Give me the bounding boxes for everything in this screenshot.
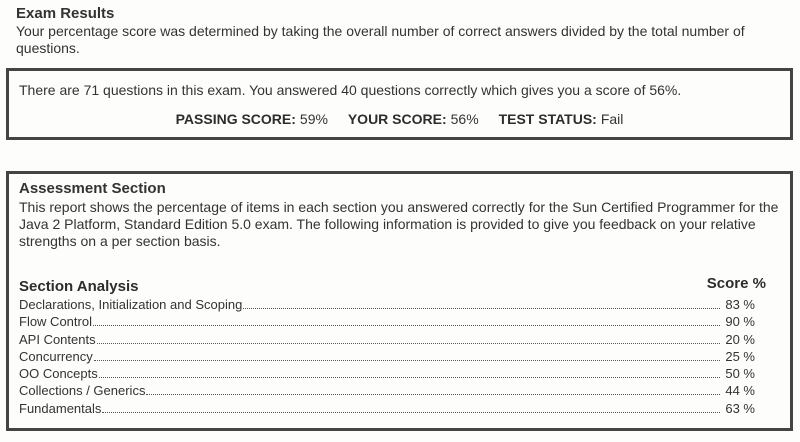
test-status-value: Fail (600, 111, 624, 127)
section-name: Declarations, Initialization and Scoping (19, 297, 243, 312)
section-row (19, 366, 755, 383)
section-row (19, 297, 755, 314)
section-name: Concurrency (19, 348, 93, 364)
dot-leader (94, 351, 720, 361)
score-column-header: Score % (706, 275, 766, 292)
section-name: Collections / Generics (19, 383, 146, 399)
exam-results-header (16, 4, 786, 57)
section-name: Flow Control (19, 314, 92, 330)
your-score-label: YOUR SCORE: (347, 111, 447, 127)
assessment-section-box (6, 171, 793, 431)
section-row (19, 314, 755, 331)
your-score-value: 56% (450, 111, 479, 127)
section-analysis-header (19, 275, 774, 295)
dot-leader (93, 316, 720, 326)
dot-leader (99, 368, 720, 378)
assessment-description: This report shows the percentage of items in each section you answered correctly for the Sun Certified Programmer for the Java 2 Platform, Standard Edition 5.0 exam. The following information is provided to give you feedback on your relative strengths on a per section basis. (19, 199, 779, 249)
section-score: 83 % (725, 297, 755, 312)
section-score: 44 % (725, 383, 755, 399)
dot-leader (97, 334, 720, 344)
dot-leader (243, 299, 720, 309)
section-score: 20 % (725, 331, 755, 347)
section-row (19, 383, 755, 400)
section-row (19, 332, 755, 349)
dot-leader (102, 403, 720, 413)
section-name: OO Concepts (19, 366, 98, 382)
section-row (19, 401, 755, 418)
section-score: 63 % (725, 400, 755, 416)
score-summary-box (6, 68, 793, 140)
section-score: 25 % (725, 348, 755, 364)
section-score: 50 % (725, 366, 755, 382)
passing-score-label: PASSING SCORE: (175, 111, 296, 127)
passing-score-value: 59% (299, 111, 328, 127)
section-name: API Contents (19, 331, 96, 347)
score-summary-text: There are 71 questions in this exam. You answered 40 questions correctly which gives you a score of 56%. (19, 82, 682, 98)
exam-results-title: Exam Results (16, 5, 115, 22)
section-score: 90 % (725, 314, 755, 330)
score-stats-line (9, 111, 790, 127)
assessment-title: Assessment Section (19, 180, 166, 197)
exam-results-description: Your percentage score was determined by taking the overall number of correct answers divided by the total number of questions. (16, 23, 745, 56)
dot-leader (146, 385, 720, 395)
section-analysis-list (19, 297, 755, 418)
section-analysis-title: Section Analysis (19, 278, 139, 295)
section-row (19, 349, 755, 366)
test-status-label: TEST STATUS: (498, 111, 597, 127)
section-name: Fundamentals (19, 400, 102, 416)
